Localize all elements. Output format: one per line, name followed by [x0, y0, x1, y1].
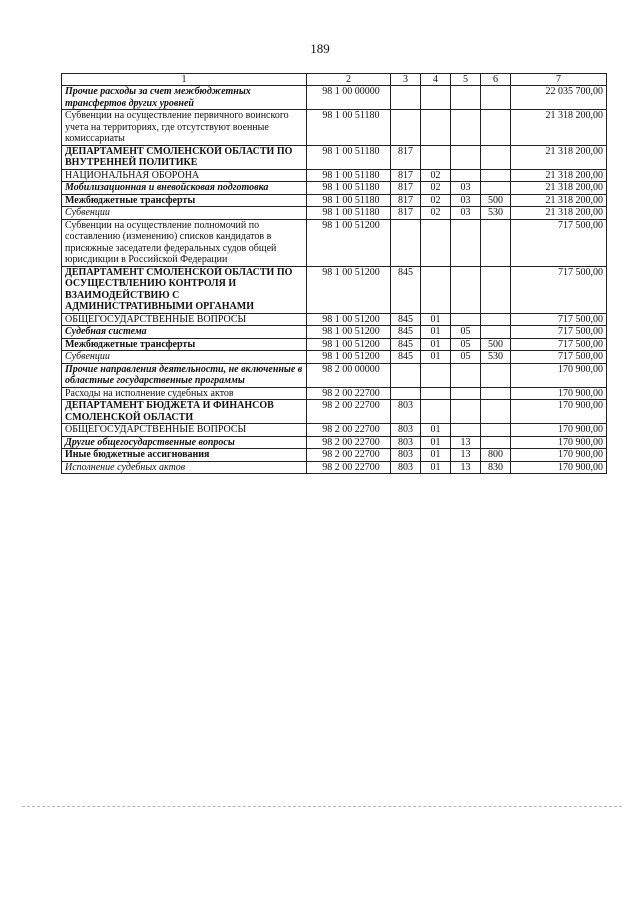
row-name-cell: Субвенции	[62, 207, 307, 220]
department-code-cell: 817	[391, 194, 421, 207]
department-code-cell	[391, 387, 421, 400]
table-row	[62, 338, 607, 351]
department-code-cell: 817	[391, 207, 421, 220]
table-row	[62, 145, 607, 169]
expense-type-cell	[481, 145, 511, 169]
table-row	[62, 436, 607, 449]
expense-type-cell	[481, 266, 511, 313]
amount-cell: 717 500,00	[511, 219, 607, 266]
section-code-cell	[421, 266, 451, 313]
column-header: 3	[391, 74, 421, 86]
department-code-cell: 845	[391, 266, 421, 313]
row-name-cell: Расходы на исполнение судебных актов	[62, 387, 307, 400]
target-article-cell: 98 2 00 22700	[307, 461, 391, 474]
table-row	[62, 326, 607, 339]
section-code-cell: 01	[421, 461, 451, 474]
expense-type-cell	[481, 219, 511, 266]
target-article-cell: 98 1 00 51200	[307, 313, 391, 326]
target-article-cell: 98 2 00 22700	[307, 424, 391, 437]
target-article-cell: 98 1 00 51200	[307, 266, 391, 313]
row-name-cell: Субвенции	[62, 351, 307, 364]
table-row	[62, 449, 607, 462]
amount-cell: 717 500,00	[511, 338, 607, 351]
row-name-cell: Судебная система	[62, 326, 307, 339]
target-article-cell: 98 2 00 22700	[307, 387, 391, 400]
amount-cell: 170 900,00	[511, 449, 607, 462]
amount-cell: 22 035 700,00	[511, 86, 607, 110]
subsection-code-cell	[451, 313, 481, 326]
target-article-cell: 98 1 00 51180	[307, 110, 391, 146]
subsection-code-cell	[451, 110, 481, 146]
department-code-cell	[391, 219, 421, 266]
expense-type-cell	[481, 387, 511, 400]
amount-cell: 170 900,00	[511, 387, 607, 400]
row-name-cell: Мобилизационная и вневойсковая подготовка	[62, 182, 307, 195]
column-header: 7	[511, 74, 607, 86]
scan-artifact-line	[22, 806, 622, 807]
department-code-cell	[391, 86, 421, 110]
table-row	[62, 424, 607, 437]
section-code-cell: 02	[421, 207, 451, 220]
row-name-cell: Межбюджетные трансферты	[62, 194, 307, 207]
subsection-code-cell	[451, 219, 481, 266]
section-code-cell: 02	[421, 169, 451, 182]
section-code-cell: 01	[421, 313, 451, 326]
subsection-code-cell: 13	[451, 449, 481, 462]
expense-type-cell: 800	[481, 449, 511, 462]
target-article-cell: 98 1 00 00000	[307, 86, 391, 110]
expense-type-cell	[481, 182, 511, 195]
subsection-code-cell: 03	[451, 194, 481, 207]
column-header: 1	[62, 74, 307, 86]
table-header-row	[62, 74, 607, 86]
target-article-cell: 98 1 00 51200	[307, 326, 391, 339]
subsection-code-cell	[451, 145, 481, 169]
table-row	[62, 194, 607, 207]
table-row	[62, 110, 607, 146]
row-name-cell: Субвенции на осуществление полномочий по составлению (изменению) списков кандидатов в присяжные заседатели федеральных судов общей юрисдикции в Российской Федерации	[62, 219, 307, 266]
budget-table-body	[62, 74, 607, 474]
subsection-code-cell: 13	[451, 461, 481, 474]
section-code-cell: 01	[421, 338, 451, 351]
section-code-cell	[421, 86, 451, 110]
expense-type-cell	[481, 363, 511, 387]
amount-cell: 717 500,00	[511, 351, 607, 364]
column-header: 2	[307, 74, 391, 86]
section-code-cell: 01	[421, 351, 451, 364]
amount-cell: 170 900,00	[511, 424, 607, 437]
target-article-cell: 98 1 00 51180	[307, 194, 391, 207]
section-code-cell: 02	[421, 182, 451, 195]
section-code-cell	[421, 219, 451, 266]
section-code-cell	[421, 363, 451, 387]
budget-table	[61, 73, 607, 474]
expense-type-cell: 500	[481, 194, 511, 207]
table-row	[62, 207, 607, 220]
department-code-cell: 817	[391, 145, 421, 169]
target-article-cell: 98 2 00 22700	[307, 449, 391, 462]
amount-cell: 170 900,00	[511, 436, 607, 449]
row-name-cell: НАЦИОНАЛЬНАЯ ОБОРОНА	[62, 169, 307, 182]
expense-type-cell: 530	[481, 207, 511, 220]
amount-cell: 21 318 200,00	[511, 169, 607, 182]
table-row	[62, 86, 607, 110]
row-name-cell: Прочие расходы за счет межбюджетных трансфертов других уровней	[62, 86, 307, 110]
table-row	[62, 169, 607, 182]
target-article-cell: 98 2 00 22700	[307, 436, 391, 449]
department-code-cell: 803	[391, 461, 421, 474]
department-code-cell: 803	[391, 449, 421, 462]
table-row	[62, 363, 607, 387]
department-code-cell	[391, 363, 421, 387]
department-code-cell: 803	[391, 400, 421, 424]
department-code-cell: 817	[391, 169, 421, 182]
table-row	[62, 219, 607, 266]
row-name-cell: Межбюджетные трансферты	[62, 338, 307, 351]
expense-type-cell	[481, 436, 511, 449]
amount-cell: 21 318 200,00	[511, 145, 607, 169]
expense-type-cell: 830	[481, 461, 511, 474]
target-article-cell: 98 2 00 22700	[307, 400, 391, 424]
row-name-cell: Прочие направления деятельности, не включенные в областные государственные программы	[62, 363, 307, 387]
subsection-code-cell	[451, 266, 481, 313]
column-header: 4	[421, 74, 451, 86]
table-row	[62, 313, 607, 326]
expense-type-cell: 500	[481, 338, 511, 351]
target-article-cell: 98 2 00 00000	[307, 363, 391, 387]
amount-cell: 21 318 200,00	[511, 110, 607, 146]
subsection-code-cell: 05	[451, 326, 481, 339]
expense-type-cell	[481, 313, 511, 326]
target-article-cell: 98 1 00 51180	[307, 182, 391, 195]
table-row	[62, 387, 607, 400]
table-row	[62, 266, 607, 313]
row-name-cell: ОБЩЕГОСУДАРСТВЕННЫЕ ВОПРОСЫ	[62, 424, 307, 437]
section-code-cell: 02	[421, 194, 451, 207]
subsection-code-cell	[451, 400, 481, 424]
target-article-cell: 98 1 00 51200	[307, 351, 391, 364]
amount-cell: 21 318 200,00	[511, 182, 607, 195]
amount-cell: 717 500,00	[511, 313, 607, 326]
amount-cell: 170 900,00	[511, 461, 607, 474]
department-code-cell: 845	[391, 326, 421, 339]
target-article-cell: 98 1 00 51200	[307, 219, 391, 266]
amount-cell: 170 900,00	[511, 400, 607, 424]
subsection-code-cell	[451, 387, 481, 400]
table-row	[62, 351, 607, 364]
department-code-cell: 845	[391, 313, 421, 326]
expense-type-cell	[481, 86, 511, 110]
amount-cell: 170 900,00	[511, 363, 607, 387]
target-article-cell: 98 1 00 51180	[307, 145, 391, 169]
department-code-cell: 845	[391, 338, 421, 351]
amount-cell: 717 500,00	[511, 326, 607, 339]
row-name-cell: Иные бюджетные ассигнования	[62, 449, 307, 462]
subsection-code-cell: 03	[451, 182, 481, 195]
row-name-cell: Субвенции на осуществление первичного воинского учета на территориях, где отсутствуют военные комиссариаты	[62, 110, 307, 146]
subsection-code-cell: 13	[451, 436, 481, 449]
subsection-code-cell	[451, 86, 481, 110]
expense-type-cell: 530	[481, 351, 511, 364]
target-article-cell: 98 1 00 51180	[307, 207, 391, 220]
section-code-cell	[421, 145, 451, 169]
table-row	[62, 400, 607, 424]
section-code-cell: 01	[421, 449, 451, 462]
section-code-cell: 01	[421, 436, 451, 449]
department-code-cell: 845	[391, 351, 421, 364]
subsection-code-cell	[451, 424, 481, 437]
row-name-cell: Другие общегосударственные вопросы	[62, 436, 307, 449]
target-article-cell: 98 1 00 51180	[307, 169, 391, 182]
target-article-cell: 98 1 00 51200	[307, 338, 391, 351]
table-row	[62, 182, 607, 195]
row-name-cell: ДЕПАРТАМЕНТ СМОЛЕНСКОЙ ОБЛАСТИ ПО ВНУТРЕННЕЙ ПОЛИТИКЕ	[62, 145, 307, 169]
department-code-cell: 817	[391, 182, 421, 195]
page-number: 189	[310, 41, 330, 56]
amount-cell: 21 318 200,00	[511, 194, 607, 207]
subsection-code-cell: 03	[451, 207, 481, 220]
section-code-cell: 01	[421, 326, 451, 339]
row-name-cell: ОБЩЕГОСУДАРСТВЕННЫЕ ВОПРОСЫ	[62, 313, 307, 326]
amount-cell: 717 500,00	[511, 266, 607, 313]
subsection-code-cell	[451, 363, 481, 387]
table-row	[62, 461, 607, 474]
section-code-cell: 01	[421, 424, 451, 437]
section-code-cell	[421, 400, 451, 424]
department-code-cell: 803	[391, 424, 421, 437]
subsection-code-cell	[451, 169, 481, 182]
row-name-cell: ДЕПАРТАМЕНТ СМОЛЕНСКОЙ ОБЛАСТИ ПО ОСУЩЕСТВЛЕНИЮ КОНТРОЛЯ И ВЗАИМОДЕЙСТВИЮ С АДМИНИСТРАТИВНЫМИ ОРГАНАМИ	[62, 266, 307, 313]
section-code-cell	[421, 387, 451, 400]
expense-type-cell	[481, 326, 511, 339]
section-code-cell	[421, 110, 451, 146]
expense-type-cell	[481, 110, 511, 146]
expense-type-cell	[481, 400, 511, 424]
department-code-cell: 803	[391, 436, 421, 449]
column-header: 5	[451, 74, 481, 86]
expense-type-cell	[481, 424, 511, 437]
column-header: 6	[481, 74, 511, 86]
amount-cell: 21 318 200,00	[511, 207, 607, 220]
row-name-cell: Исполнение судебных актов	[62, 461, 307, 474]
subsection-code-cell: 05	[451, 351, 481, 364]
expense-type-cell	[481, 169, 511, 182]
row-name-cell: ДЕПАРТАМЕНТ БЮДЖЕТА И ФИНАНСОВ СМОЛЕНСКОЙ ОБЛАСТИ	[62, 400, 307, 424]
subsection-code-cell: 05	[451, 338, 481, 351]
department-code-cell	[391, 110, 421, 146]
